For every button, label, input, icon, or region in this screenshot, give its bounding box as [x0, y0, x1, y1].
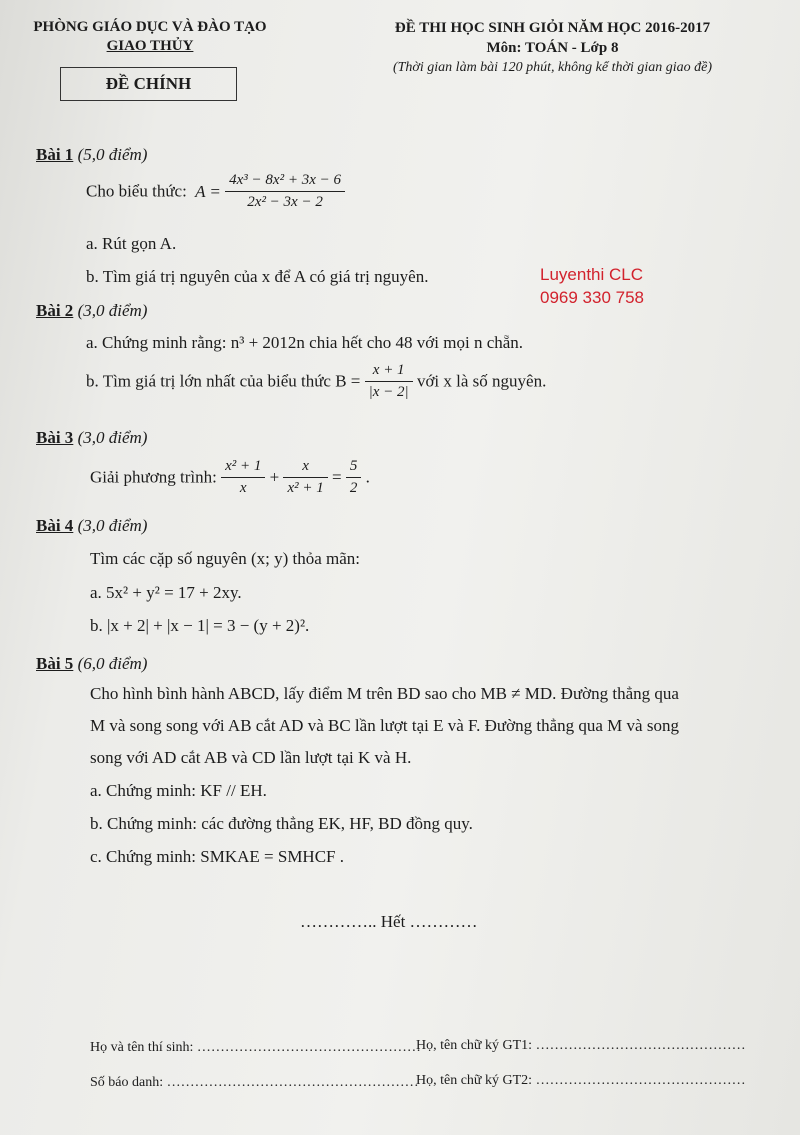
department-line2: GIAO THỦY [106, 38, 194, 54]
department-line1: PHÒNG GIÁO DỤC VÀ ĐÀO TẠO [33, 19, 267, 35]
bai4-intro: Tìm các cặp số nguyên (x; y) thỏa mãn: [90, 549, 361, 568]
bai2-b-prefix: b. Tìm giá trị lớn nhất của biểu thức B = [86, 371, 361, 391]
watermark-phone: 0969 330 758 [540, 288, 644, 307]
invigilator1-field: Họ, tên chữ ký GT1: ……………………………………… [416, 1038, 746, 1053]
bai3-fraction2-den: x² + 1 [287, 480, 324, 496]
bai1-var: A = [195, 181, 221, 201]
bai5-heading: Bài 5 (6,0 điểm) [36, 654, 148, 673]
bai1-fraction [225, 172, 345, 211]
bai3-fraction3-num: 5 [346, 458, 362, 478]
bai3-fraction3-den: 2 [349, 480, 358, 496]
bai1-part-b: b. Tìm giá trị nguyên của x để A có giá trị nguyên. [86, 267, 429, 286]
department-header [20, 18, 280, 56]
bai2-part-a: a. Chứng minh rằng: n³ + 2012n chia hết cho 48 với mọi n chẵn. [86, 333, 524, 352]
watermark-name: Luyenthi CLC [540, 265, 644, 284]
bai2-numerator: x + 1 [365, 362, 413, 382]
bai3-fraction2-num: x [283, 458, 327, 478]
bai1-expression [86, 172, 345, 211]
candidate-name-field: Họ và tên thí sinh: ………………………………………… [90, 1040, 421, 1055]
bai5-line1: Cho hình bình hành ABCD, lấy điểm M trên BD sao cho MB ≠ MD. Đường thẳng qua [90, 684, 679, 703]
bai2-heading: Bài 2 (3,0 điểm) [36, 301, 148, 320]
bai3-heading: Bài 3 (3,0 điểm) [36, 428, 148, 447]
bai4-part-a: a. 5x² + y² = 17 + 2xy. [90, 583, 242, 602]
bai3-plus: + [269, 467, 280, 487]
exam-title: ĐỀ THI HỌC SINH GIỎI NĂM HỌC 2016-2017 [394, 20, 711, 36]
bai3-fraction3 [346, 458, 362, 497]
bai1-denominator: 2x² − 3x − 2 [247, 194, 323, 210]
bai3-period: . [365, 467, 370, 487]
bai5-line2: M và song song với AB cắt AD và BC lần lượt tại E và F. Đường thẳng qua M và song [90, 716, 679, 735]
bai3-fraction1-den: x [239, 480, 247, 496]
duration-note: (Thời gian làm bài 120 phút, không kể thời gian giao đề) [392, 60, 713, 75]
bai2-fraction [365, 362, 413, 401]
bai1-part-a: a. Rút gọn A. [86, 234, 177, 253]
bai5-part-a: a. Chứng minh: KF // EH. [90, 781, 267, 800]
bai5-line3: song với AD cắt AB và CD lần lượt tại K và H. [90, 748, 412, 767]
bai3-equals: = [331, 467, 342, 487]
exam-subject: Môn: TOÁN - Lớp 8 [486, 40, 619, 56]
bai3-equation [90, 458, 370, 497]
bai2-denominator: |x − 2| [368, 384, 409, 400]
exam-header [330, 18, 775, 78]
bai2-b-suffix: với x là số nguyên. [416, 371, 547, 391]
bai5-part-b: b. Chứng minh: các đường thẳng EK, HF, BD đồng quy. [90, 814, 473, 833]
bai1-heading: Bài 1 (5,0 điểm) [36, 145, 148, 164]
bai3-fraction1-num: x² + 1 [221, 458, 265, 478]
bai1-numerator: 4x³ − 8x² + 3x − 6 [225, 172, 345, 192]
candidate-id-field: Số báo danh: ……………………………………………… [90, 1075, 419, 1090]
bai5-part-c: c. Chứng minh: SMKAE = SMHCF . [90, 847, 345, 866]
bai3-prefix: Giải phương trình: [90, 467, 217, 487]
bai3-fraction1 [221, 458, 265, 497]
official-exam-box: ĐỀ CHÍNH [60, 67, 237, 101]
bai3-fraction2 [283, 458, 327, 497]
end-mark: ………….. Hết ………… [300, 912, 478, 931]
bai4-part-b: b. |x + 2| + |x − 1| = 3 − (y + 2)². [90, 616, 310, 635]
bai4-heading: Bài 4 (3,0 điểm) [36, 516, 148, 535]
invigilator2-field: Họ, tên chữ ký GT2: ……………………………………… [416, 1073, 746, 1088]
bai1-intro: Cho biểu thức: [86, 181, 187, 201]
bai2-part-b [86, 362, 546, 401]
